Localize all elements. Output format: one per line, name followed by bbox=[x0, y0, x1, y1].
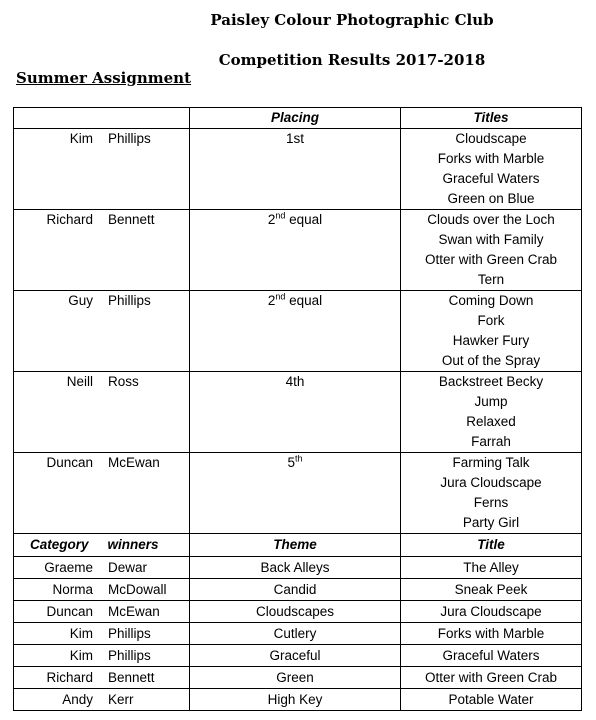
category-header-label bbox=[14, 534, 189, 556]
winner-name bbox=[14, 557, 189, 578]
titles-cell bbox=[401, 129, 582, 210]
photo-title: Fork bbox=[477, 313, 505, 328]
last-name: Bennett bbox=[108, 670, 155, 685]
photo-title: Hawker Fury bbox=[452, 333, 530, 348]
theme-cell: Cloudscapes bbox=[190, 601, 401, 623]
photo-title: Swan with Family bbox=[438, 232, 544, 247]
winner-cell bbox=[14, 689, 190, 711]
photo-title: Ferns bbox=[473, 495, 509, 510]
photo-title: Jura Cloudscape bbox=[440, 475, 542, 490]
placing-value: 2 bbox=[267, 293, 276, 308]
first-name: Richard bbox=[46, 670, 93, 685]
placing-suffix-sup: th bbox=[295, 453, 303, 464]
header-titles: Titles bbox=[401, 108, 582, 129]
titles-cell bbox=[401, 210, 582, 291]
entry-row bbox=[14, 210, 582, 291]
first-name: Neill bbox=[66, 374, 93, 389]
last-name: Dewar bbox=[108, 560, 148, 575]
winner-name bbox=[14, 689, 189, 710]
entrant-name bbox=[14, 372, 189, 392]
last-name: McEwan bbox=[108, 604, 160, 619]
photo-title: Otter with Green Crab bbox=[424, 252, 558, 267]
entrant-cell bbox=[14, 210, 190, 291]
placing-cell bbox=[190, 129, 401, 210]
entrant-name bbox=[14, 210, 189, 230]
entry-row bbox=[14, 291, 582, 372]
placing-value: 4th bbox=[285, 374, 305, 389]
photo-title: Coming Down bbox=[448, 293, 534, 308]
theme-cell: Candid bbox=[190, 579, 401, 601]
section-title: Summer Assignment bbox=[16, 69, 192, 87]
winning-title-cell: Otter with Green Crab bbox=[401, 667, 582, 689]
winning-title-cell: Graceful Waters bbox=[401, 645, 582, 667]
last-name: McEwan bbox=[108, 455, 160, 470]
category-row bbox=[14, 667, 582, 689]
theme-cell: Green bbox=[190, 667, 401, 689]
winner-name bbox=[14, 623, 189, 644]
entrant-name bbox=[14, 453, 189, 473]
winner-cell bbox=[14, 667, 190, 689]
photo-title: Graceful Waters bbox=[442, 171, 540, 186]
category-row bbox=[14, 645, 582, 667]
last-name: Kerr bbox=[108, 692, 134, 707]
category-row bbox=[14, 557, 582, 579]
first-name: Richard bbox=[46, 212, 93, 227]
header-name-cell bbox=[14, 108, 190, 129]
entrant-cell bbox=[14, 291, 190, 372]
placing-suffix-sup: nd bbox=[275, 291, 286, 302]
photo-title: Forks with Marble bbox=[437, 151, 545, 166]
photo-title: Jump bbox=[474, 394, 508, 409]
category-header-cell bbox=[14, 534, 190, 557]
table-header-row bbox=[14, 108, 582, 129]
entrant-name bbox=[14, 291, 189, 311]
last-name: Phillips bbox=[108, 648, 151, 663]
placing-cell bbox=[190, 372, 401, 453]
first-name: Kim bbox=[69, 131, 93, 146]
first-name: Kim bbox=[69, 626, 93, 641]
competition-title: Competition Results 2017-2018 bbox=[218, 51, 486, 69]
photo-title: Backstreet Becky bbox=[438, 374, 544, 389]
entry-row bbox=[14, 453, 582, 534]
theme-cell: Graceful bbox=[190, 645, 401, 667]
first-name: Duncan bbox=[46, 455, 93, 470]
placing-suffix: equal bbox=[285, 293, 323, 308]
photo-title: Tern bbox=[477, 272, 505, 287]
theme-cell: High Key bbox=[190, 689, 401, 711]
winner-name bbox=[14, 667, 189, 688]
club-title: Paisley Colour Photographic Club bbox=[210, 11, 494, 29]
first-name: Graeme bbox=[44, 560, 93, 575]
last-name: Bennett bbox=[108, 212, 155, 227]
last-name: Ross bbox=[108, 374, 139, 389]
winning-title-cell: Potable Water bbox=[401, 689, 582, 711]
photo-title: Farrah bbox=[471, 434, 511, 449]
first-name: Kim bbox=[69, 648, 93, 663]
winning-title-cell: Jura Cloudscape bbox=[401, 601, 582, 623]
header-theme: Theme bbox=[190, 534, 401, 557]
entry-row bbox=[14, 129, 582, 210]
theme-cell: Back Alleys bbox=[190, 557, 401, 579]
entrant-name bbox=[14, 129, 189, 149]
placing-value: 5 bbox=[287, 455, 295, 470]
titles-cell bbox=[401, 372, 582, 453]
header-placing: Placing bbox=[190, 108, 401, 129]
first-name: Andy bbox=[62, 692, 93, 707]
placing-cell bbox=[190, 453, 401, 534]
placing-cell bbox=[190, 210, 401, 291]
category-row bbox=[14, 579, 582, 601]
header-title: Title bbox=[401, 534, 582, 557]
placing-value: 1st bbox=[285, 131, 304, 146]
winner-cell bbox=[14, 601, 190, 623]
winner-cell bbox=[14, 623, 190, 645]
entry-row bbox=[14, 372, 582, 453]
winning-title-cell: Sneak Peek bbox=[401, 579, 582, 601]
header-winners: winners bbox=[107, 537, 159, 552]
category-row bbox=[14, 601, 582, 623]
header-category: Category bbox=[30, 537, 89, 552]
entrant-cell bbox=[14, 453, 190, 534]
titles-cell bbox=[401, 291, 582, 372]
first-name: Guy bbox=[68, 293, 93, 308]
photo-title: Relaxed bbox=[466, 414, 516, 429]
category-header-row bbox=[14, 534, 582, 557]
category-row bbox=[14, 689, 582, 711]
theme-cell: Cutlery bbox=[190, 623, 401, 645]
placing-suffix-sup: nd bbox=[275, 210, 286, 221]
placing-suffix: equal bbox=[285, 212, 323, 227]
photo-title: Clouds over the Loch bbox=[427, 212, 555, 227]
placing-cell bbox=[190, 291, 401, 372]
placing-value: 2 bbox=[267, 212, 276, 227]
photo-title: Out of the Spray bbox=[441, 353, 541, 368]
last-name: Phillips bbox=[108, 293, 151, 308]
winner-name bbox=[14, 645, 189, 666]
winner-name bbox=[14, 601, 189, 622]
entrant-cell bbox=[14, 129, 190, 210]
photo-title: Farming Talk bbox=[452, 455, 530, 470]
winning-title-cell: The Alley bbox=[401, 557, 582, 579]
winner-cell bbox=[14, 645, 190, 667]
photo-title: Cloudscape bbox=[455, 131, 527, 146]
photo-title: Party Girl bbox=[462, 515, 520, 530]
photo-title: Green on Blue bbox=[447, 191, 535, 206]
winner-cell bbox=[14, 579, 190, 601]
last-name: McDowall bbox=[108, 582, 167, 597]
category-row bbox=[14, 623, 582, 645]
last-name: Phillips bbox=[108, 131, 151, 146]
first-name: Duncan bbox=[46, 604, 93, 619]
winner-cell bbox=[14, 557, 190, 579]
first-name: Norma bbox=[52, 582, 93, 597]
results-table bbox=[13, 107, 582, 711]
winning-title-cell: Forks with Marble bbox=[401, 623, 582, 645]
titles-cell bbox=[401, 453, 582, 534]
entrant-cell bbox=[14, 372, 190, 453]
winner-name bbox=[14, 579, 189, 600]
last-name: Phillips bbox=[108, 626, 151, 641]
